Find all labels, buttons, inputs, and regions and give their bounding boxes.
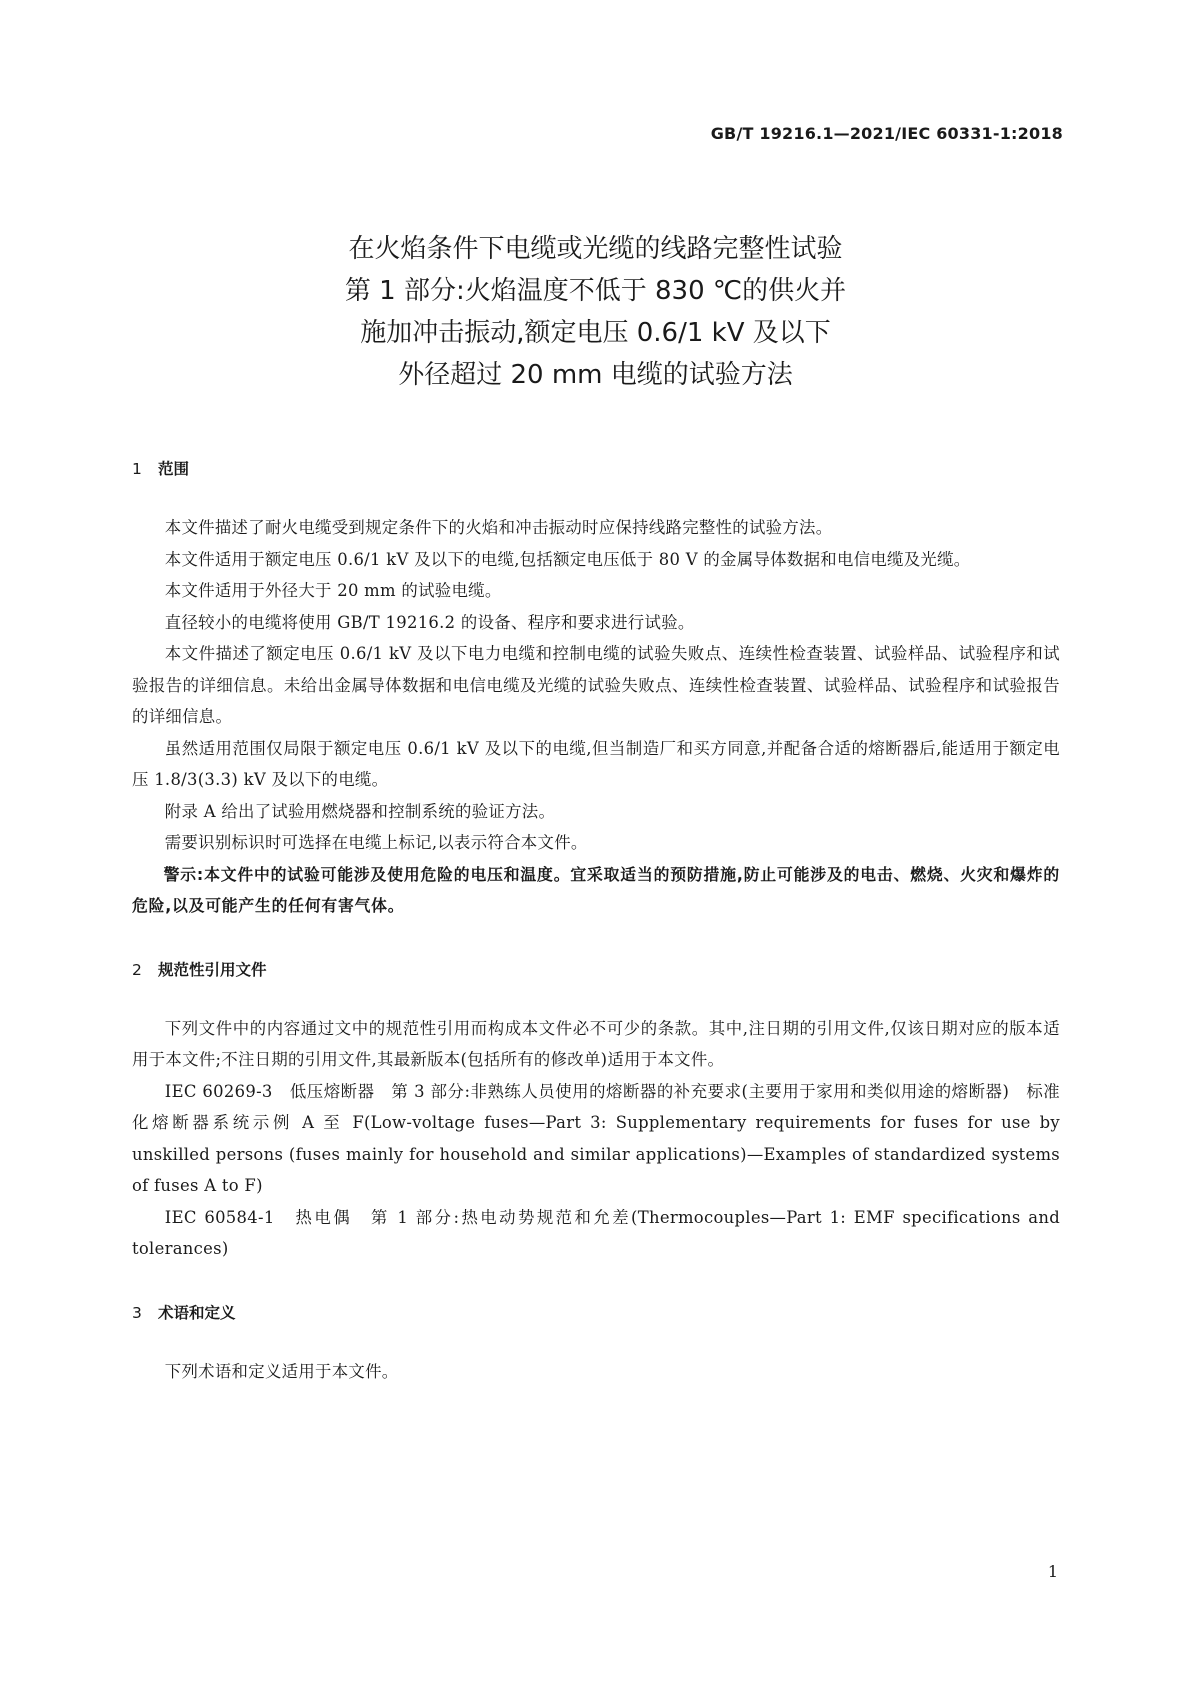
reference-entry: IEC 60584-1 热电偶 第 1 部分:热电动势规范和允差(Thermocouples—Part 1: EMF specifications and tolerances) [132, 1207, 1060, 1258]
title-line: 施加冲击振动,额定电压 0.6/1 kV 及以下 [360, 318, 831, 348]
warning-paragraph: 警示:本文件中的试验可能涉及使用危险的电压和温度。宜采取适当的预防措施,防止可能涉及的电击、燃烧、火灾和爆炸的危险,以及可能产生的任何有害气体。 [132, 864, 1060, 915]
section-heading-scope [132, 458, 1060, 480]
section-number: 1 [132, 460, 142, 478]
title-line: 外径超过 20 mm 电缆的试验方法 [398, 360, 793, 390]
title-line: 在火焰条件下电缆或光缆的线路完整性试验 [348, 234, 843, 264]
section-title: 规范性引用文件 [158, 960, 267, 979]
paragraph: 直径较小的电缆将使用 GB/T 19216.2 的设备、程序和要求进行试验。 [164, 612, 695, 632]
document-body [132, 458, 1060, 1387]
section-number: 3 [132, 1303, 142, 1322]
paragraph: 本文件适用于额定电压 0.6/1 kV 及以下的电缆,包括额定电压低于 80 V 的金属导体数据和电信电缆及光缆。 [164, 549, 971, 569]
reference-entry: IEC 60269-3 低压熔断器 第 3 部分:非熟练人员使用的熔断器的补充要求(主要用于家用和类似用途的熔断器) 标准化熔断器系统示例 A 至 F(Low-voltage fuses—Part 3: Supplementary requirements for fuses for use by unskilled persons (fuses mainly for household and similar applications)—Examples of standardized systems of fuses A to F) [132, 1081, 1060, 1195]
page-number: 1 [1047, 1562, 1058, 1581]
section-heading-normative-references [132, 959, 1060, 981]
paragraph: 下列术语和定义适用于本文件。 [164, 1361, 399, 1381]
paragraph: 本文件描述了耐火电缆受到规定条件下的火焰和冲击振动时应保持线路完整性的试验方法。 [164, 518, 833, 537]
title-line: 第 1 部分:火焰温度不低于 830 ℃的供火并 [344, 276, 847, 306]
standard-code: GB/T 19216.1—2021/IEC 60331-1:2018 [710, 124, 1063, 143]
paragraph: 需要识别标识时可选择在电缆上标记,以表示符合本文件。 [164, 833, 588, 852]
paragraph: 附录 A 给出了试验用燃烧器和控制系统的验证方法。 [164, 801, 556, 821]
paragraph: 本文件描述了额定电压 0.6/1 kV 及以下电力电缆和控制电缆的试验失败点、连续性检查装置、试验样品、试验程序和试验报告的详细信息。未给出金属导体数据和电信电缆及光缆的试验失败点、连续性检查装置、试验样品、试验程序和试验报告的详细信息。 [132, 644, 1061, 726]
paragraph: 下列文件中的内容通过文中的规范性引用而构成本文件必不可少的条款。其中,注日期的引用文件,仅该日期对应的版本适用于本文件;不注日期的引用文件,其最新版本(包括所有的修改单)适用于本文件。 [132, 1018, 1060, 1069]
section-heading-terms-definitions [132, 1302, 1060, 1324]
paragraph: 本文件适用于外径大于 20 mm 的试验电缆。 [164, 581, 502, 600]
section-number: 2 [132, 960, 142, 979]
document-title [0, 228, 1191, 396]
section-title: 术语和定义 [158, 1303, 236, 1322]
section-title: 范围 [158, 460, 190, 478]
paragraph: 虽然适用范围仅局限于额定电压 0.6/1 kV 及以下的电缆,但当制造厂和买方同意,并配备合适的熔断器后,能适用于额定电压 1.8/3(3.3) kV 及以下的电缆。 [132, 738, 1060, 789]
